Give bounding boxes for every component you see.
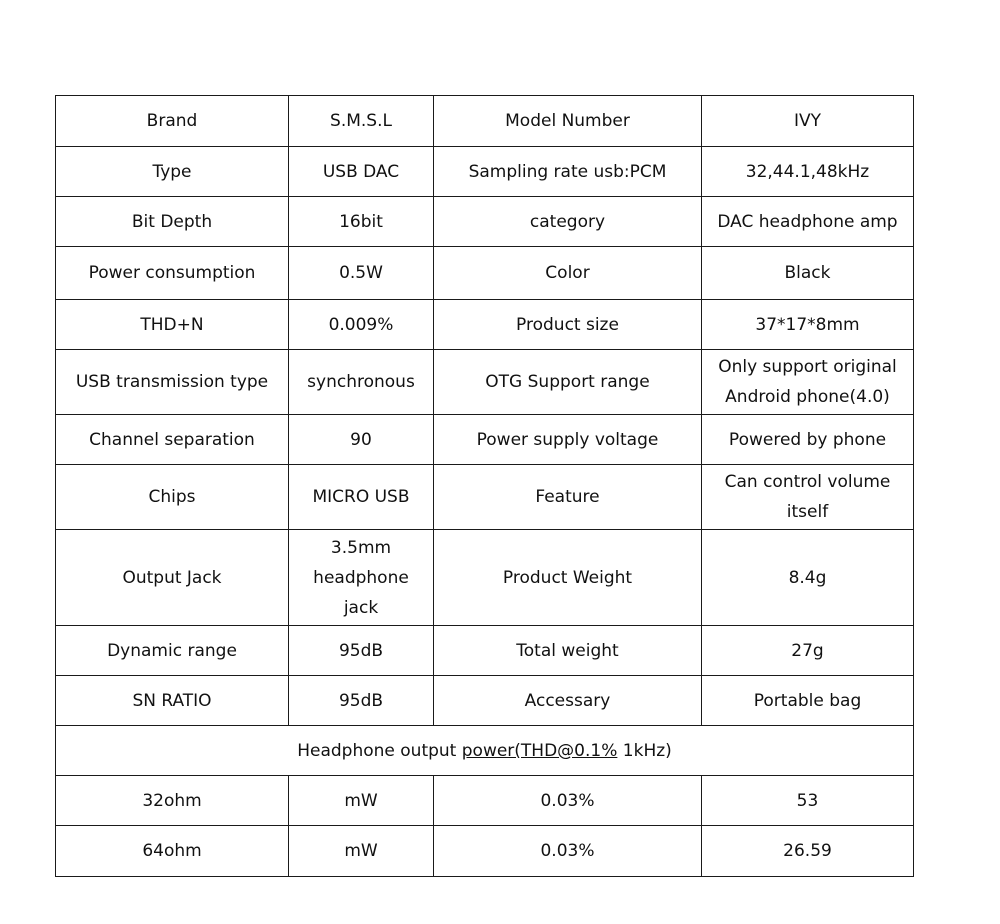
power-value-cell: 26.59 (702, 826, 914, 877)
spec-value: 90 (289, 415, 434, 465)
section-header-underlined: power(THD@0.1% (461, 740, 618, 761)
spec-label: OTG Support range (434, 350, 702, 415)
spec-value: 0.5W (289, 247, 434, 300)
spec-value: 8.4g (702, 530, 914, 626)
table-row (56, 247, 914, 300)
spec-label: Model Number (434, 96, 702, 147)
table-row (56, 530, 914, 626)
table-row (56, 676, 914, 726)
spec-value: 3.5mm headphone jack (289, 530, 434, 626)
spec-value: Powered by phone (702, 415, 914, 465)
spec-value: 16bit (289, 197, 434, 247)
spec-value: synchronous (289, 350, 434, 415)
spec-value: 0.009% (289, 300, 434, 350)
spec-label: THD+N (56, 300, 289, 350)
spec-label: Feature (434, 465, 702, 530)
spec-label: Output Jack (56, 530, 289, 626)
spec-value: 95dB (289, 676, 434, 726)
spec-label: Type (56, 147, 289, 197)
spec-label: Channel separation (56, 415, 289, 465)
unit-cell: mW (289, 826, 434, 877)
spec-label: Brand (56, 96, 289, 147)
spec-value: 37*17*8mm (702, 300, 914, 350)
spec-value: S.M.S.L (289, 96, 434, 147)
spec-label: USB transmission type (56, 350, 289, 415)
section-header-prefix: Headphone output (297, 740, 462, 761)
spec-value: DAC headphone amp (702, 197, 914, 247)
table-row (56, 776, 914, 826)
spec-label: Sampling rate usb:PCM (434, 147, 702, 197)
section-header-row (56, 726, 914, 776)
spec-label: Chips (56, 465, 289, 530)
spec-value: IVY (702, 96, 914, 147)
unit-cell: mW (289, 776, 434, 826)
spec-label: Bit Depth (56, 197, 289, 247)
table-row (56, 147, 914, 197)
impedance-cell: 32ohm (56, 776, 289, 826)
section-header (56, 726, 914, 776)
spec-value: Can control volume itself (702, 465, 914, 530)
section-header-suffix: 1kHz) (617, 740, 672, 761)
spec-label: Power consumption (56, 247, 289, 300)
table-row (56, 96, 914, 147)
spec-value: Only support original Android phone(4.0) (702, 350, 914, 415)
table-row (56, 626, 914, 676)
spec-label: SN RATIO (56, 676, 289, 726)
table-row (56, 415, 914, 465)
thd-cell: 0.03% (434, 826, 702, 877)
thd-cell: 0.03% (434, 776, 702, 826)
spec-value: 32,44.1,48kHz (702, 147, 914, 197)
spec-label: Accessary (434, 676, 702, 726)
table-row (56, 197, 914, 247)
spec-table (55, 95, 914, 877)
table-row (56, 465, 914, 530)
table-row (56, 350, 914, 415)
spec-value: MICRO USB (289, 465, 434, 530)
impedance-cell: 64ohm (56, 826, 289, 877)
spec-label: Product size (434, 300, 702, 350)
spec-label: Product Weight (434, 530, 702, 626)
table-row (56, 300, 914, 350)
spec-value: 27g (702, 626, 914, 676)
spec-label: Total weight (434, 626, 702, 676)
power-value-cell: 53 (702, 776, 914, 826)
spec-value: Black (702, 247, 914, 300)
spec-label: Color (434, 247, 702, 300)
spec-label: Dynamic range (56, 626, 289, 676)
spec-value: Portable bag (702, 676, 914, 726)
spec-label: category (434, 197, 702, 247)
spec-label: Power supply voltage (434, 415, 702, 465)
spec-value: USB DAC (289, 147, 434, 197)
spec-value: 95dB (289, 626, 434, 676)
table-row (56, 826, 914, 877)
